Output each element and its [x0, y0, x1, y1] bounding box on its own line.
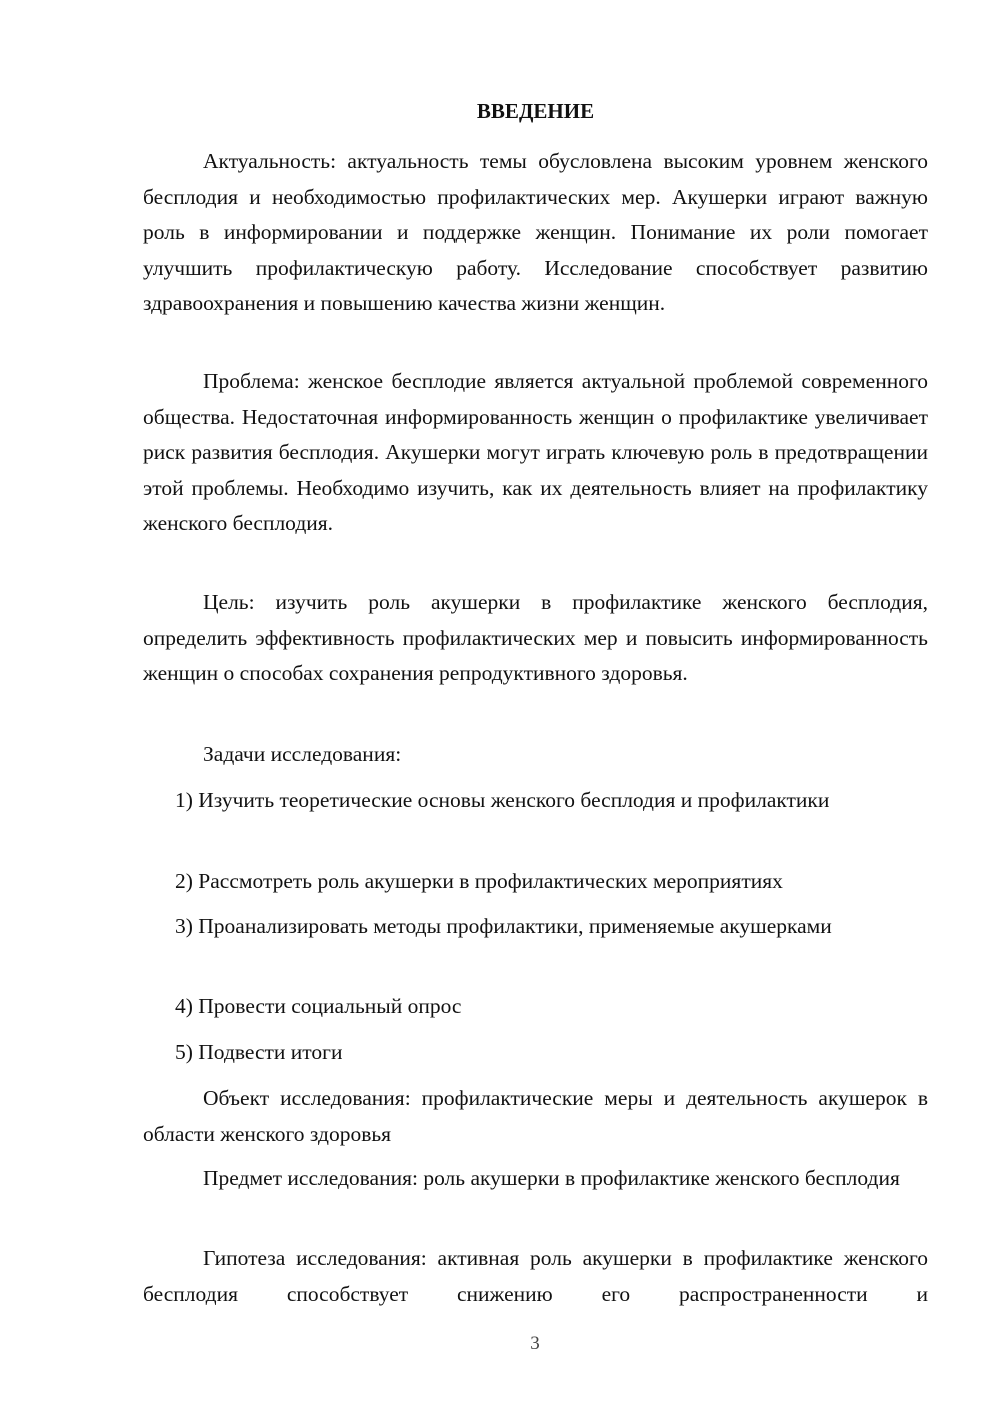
paragraph-problem: Проблема: женское бесплодие является актуальной проблемой современного общества. Недостаточная информированность женщин о профилактике увеличивает риск развития бесплодия. Акушерки могут играть ключевую роль в предотвращении этой проблемы. Необходимо изучить, как их деятельность влияет на профилактику женского бесплодия.	[143, 369, 928, 535]
page-title: ВВЕДЕНИЕ	[476, 99, 595, 123]
paragraph-goal: Цель: изучить роль акушерки в профилактике женского бесплодия, определить эффективность профилактических мер и повысить информированность женщин о способах сохранения репродуктивного здоровья.	[143, 590, 928, 685]
task-item-3: 3) Проанализировать методы профилактики, применяемые акушерками	[175, 914, 832, 938]
task-item-4: 4) Провести социальный опрос	[175, 994, 462, 1018]
paragraph-relevance: Актуальность: актуальность темы обусловлена высоким уровнем женского бесплодия и необходимостью профилактических мер. Акушерки играют важную роль в информировании и поддержке женщин. Понимание их роли помогает улучшить профилактическую работу. Исследование способствует развитию здравоохранения и повышению качества жизни женщин.	[143, 149, 928, 315]
task-item-5: 5) Подвести итоги	[175, 1040, 343, 1064]
tasks-heading: Задачи исследования:	[203, 742, 402, 766]
task-item-2: 2) Рассмотреть роль акушерки в профилактических мероприятиях	[175, 869, 783, 893]
paragraph-hypothesis: Гипотеза исследования: активная роль акушерки в профилактике женского бесплодия способствует снижению его распространенности и	[143, 1246, 928, 1306]
task-item-1: 1) Изучить теоретические основы женского бесплодия и профилактики	[175, 788, 830, 812]
paragraph-object: Объект исследования: профилактические меры и деятельность акушерок в области женского здоровья	[143, 1086, 928, 1146]
page-number: 3	[530, 1333, 540, 1354]
paragraph-subject: Предмет исследования: роль акушерки в профилактике женского бесплодия	[203, 1166, 900, 1190]
